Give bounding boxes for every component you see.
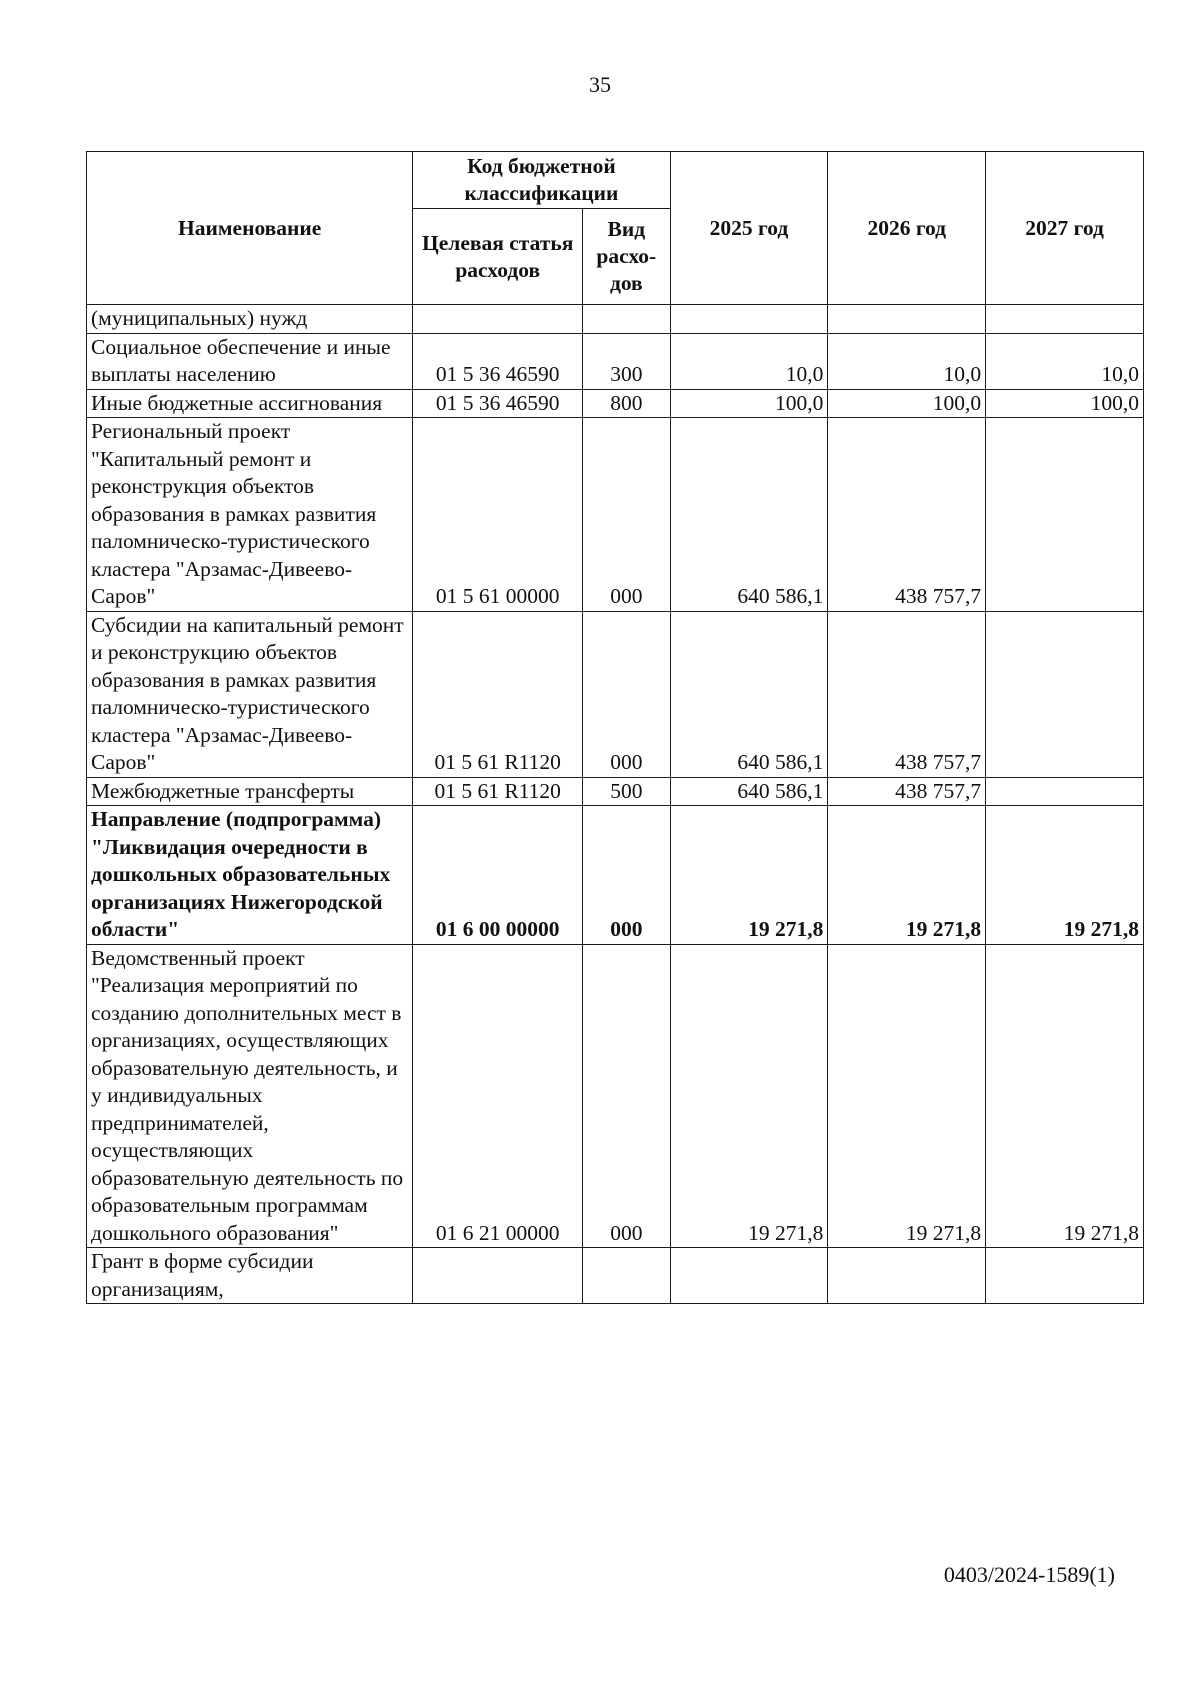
- table-row: [87, 611, 1144, 777]
- table-row: [87, 333, 1144, 389]
- table-body: [87, 305, 1144, 1304]
- row-target-code-cell: [413, 1248, 583, 1304]
- row-2026-value-cell: 19 271,8: [828, 944, 986, 1248]
- header-2025: 2025 год: [670, 152, 828, 305]
- row-2026-value-cell: 438 757,7: [828, 611, 986, 777]
- row-expense-kind-cell: 000: [583, 944, 671, 1248]
- row-2027-value-cell: [986, 1248, 1144, 1304]
- header-expense-kind: Вид расхо-дов: [583, 209, 671, 305]
- row-2025-value-cell: 19 271,8: [670, 806, 828, 945]
- table-row: [87, 944, 1144, 1248]
- row-2026-value-cell: 438 757,7: [828, 418, 986, 612]
- row-2027-value-cell: [986, 305, 1144, 334]
- row-2027-value-cell: [986, 777, 1144, 806]
- row-2026-value-cell: 438 757,7: [828, 777, 986, 806]
- row-target-code-cell: 01 5 61 00000: [413, 418, 583, 612]
- row-2027-value-cell: 100,0: [986, 389, 1144, 418]
- row-2025-value-cell: [670, 305, 828, 334]
- row-2025-value-cell: 640 586,1: [670, 611, 828, 777]
- header-name: Наименование: [87, 152, 413, 305]
- row-expense-kind-cell: 300: [583, 333, 671, 389]
- row-name-cell: (муниципальных) нужд: [87, 305, 413, 334]
- table-row: [87, 389, 1144, 418]
- row-2027-value-cell: 19 271,8: [986, 944, 1144, 1248]
- row-2026-value-cell: [828, 1248, 986, 1304]
- row-2027-value-cell: [986, 418, 1144, 612]
- header-2026: 2026 год: [828, 152, 986, 305]
- row-name-cell: Ведомственный проект "Реализация мероприятий по созданию дополнительных мест в организациях, осуществляющих образовательную деятельность, и у индивидуальных предпринимателей, осуществляющих образовательную деятельность по образовательным программам дошкольного образования": [87, 944, 413, 1248]
- row-2025-value-cell: 19 271,8: [670, 944, 828, 1248]
- row-name-cell: Социальное обеспечение и иные выплаты населению: [87, 333, 413, 389]
- row-2025-value-cell: 640 586,1: [670, 777, 828, 806]
- row-expense-kind-cell: 000: [583, 611, 671, 777]
- page-number: 35: [589, 72, 611, 97]
- row-expense-kind-cell: 000: [583, 806, 671, 945]
- row-name-cell: Региональный проект "Капитальный ремонт и реконструкция объектов образования в рамках развития паломническо-туристического кластера "Арзамас-Дивеево-Саров": [87, 418, 413, 612]
- row-2025-value-cell: 100,0: [670, 389, 828, 418]
- budget-table: [86, 151, 1144, 1304]
- row-target-code-cell: 01 6 00 00000: [413, 806, 583, 945]
- row-2027-value-cell: 10,0: [986, 333, 1144, 389]
- row-expense-kind-cell: 500: [583, 777, 671, 806]
- row-name-cell: Межбюджетные трансферты: [87, 777, 413, 806]
- row-target-code-cell: 01 5 36 46590: [413, 389, 583, 418]
- row-2027-value-cell: [986, 611, 1144, 777]
- header-2027: 2027 год: [986, 152, 1144, 305]
- row-2027-value-cell: 19 271,8: [986, 806, 1144, 945]
- row-name-cell: Субсидии на капитальный ремонт и реконструкцию объектов образования в рамках развития паломническо-туристического кластера "Арзамас-Дивеево-Саров": [87, 611, 413, 777]
- table-row: [87, 806, 1144, 945]
- table-row: [87, 1248, 1144, 1304]
- row-target-code-cell: 01 5 61 R1120: [413, 777, 583, 806]
- row-2025-value-cell: 640 586,1: [670, 418, 828, 612]
- table-row: [87, 777, 1144, 806]
- row-target-code-cell: 01 5 61 R1120: [413, 611, 583, 777]
- row-target-code-cell: 01 5 36 46590: [413, 333, 583, 389]
- row-2026-value-cell: 100,0: [828, 389, 986, 418]
- row-expense-kind-cell: [583, 305, 671, 334]
- row-name-cell: Иные бюджетные ассигнования: [87, 389, 413, 418]
- row-2026-value-cell: 10,0: [828, 333, 986, 389]
- row-target-code-cell: [413, 305, 583, 334]
- header-code-group: Код бюджетной классификации: [413, 152, 670, 209]
- row-2025-value-cell: [670, 1248, 828, 1304]
- row-name-cell: Направление (подпрограмма) "Ликвидация очередности в дошкольных образовательных организациях Нижегородской области": [87, 806, 413, 945]
- document-number: 0403/2024-1589(1): [943, 1562, 1115, 1587]
- row-2026-value-cell: [828, 305, 986, 334]
- row-2025-value-cell: 10,0: [670, 333, 828, 389]
- row-name-cell: Грант в форме субсидии организациям,: [87, 1248, 413, 1304]
- row-expense-kind-cell: [583, 1248, 671, 1304]
- row-expense-kind-cell: 800: [583, 389, 671, 418]
- row-2026-value-cell: 19 271,8: [828, 806, 986, 945]
- row-expense-kind-cell: 000: [583, 418, 671, 612]
- row-target-code-cell: 01 6 21 00000: [413, 944, 583, 1248]
- header-target-article: Целевая статья расходов: [413, 209, 583, 305]
- table-row: [87, 418, 1144, 612]
- table-row: [87, 305, 1144, 334]
